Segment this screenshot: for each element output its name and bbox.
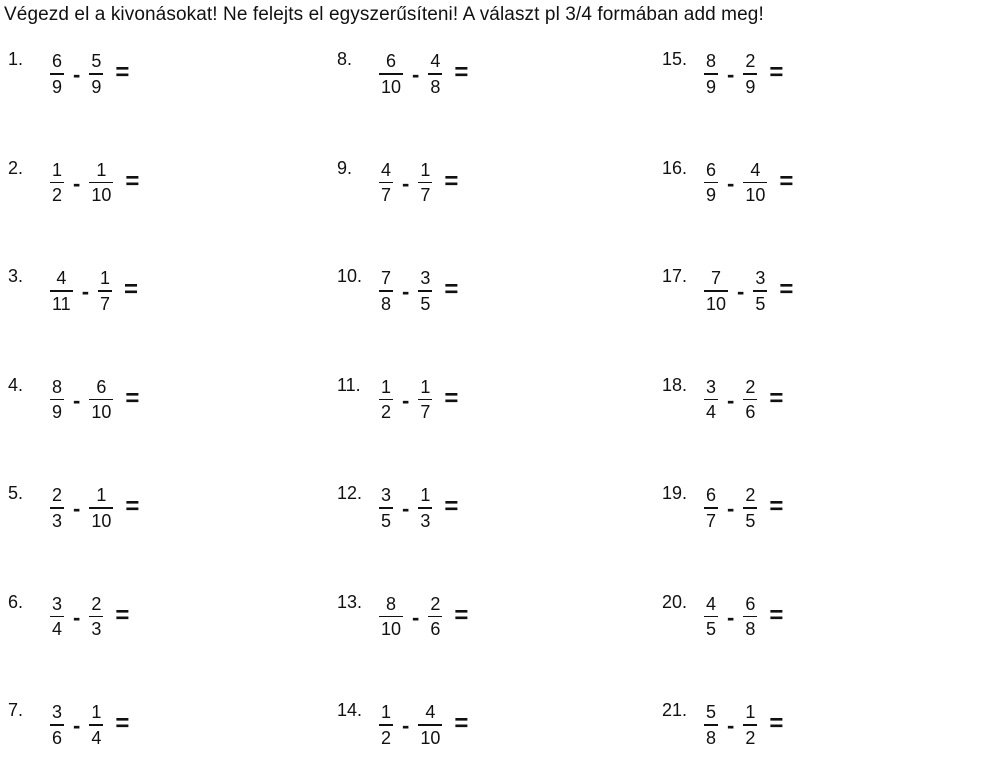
denominator: 10 <box>91 510 112 531</box>
equals-sign: = <box>454 59 469 86</box>
minus-sign: - <box>412 604 420 630</box>
equals-sign: = <box>444 276 459 303</box>
numerator: 4 <box>750 159 761 180</box>
numerator: 2 <box>52 485 63 506</box>
numerator: 2 <box>91 593 102 614</box>
denominator: 9 <box>52 76 63 97</box>
denominator: 2 <box>381 402 392 423</box>
denominator: 7 <box>100 293 111 314</box>
numerator: 6 <box>52 51 63 72</box>
fraction-minuend <box>50 703 64 747</box>
equals-sign: = <box>125 384 140 412</box>
denominator: 3 <box>420 510 431 531</box>
equals-sign: = <box>125 493 140 520</box>
numerator: 2 <box>745 376 756 397</box>
equals-sign: = <box>444 384 459 412</box>
fraction-minuend <box>379 486 393 530</box>
denominator: 4 <box>52 619 63 640</box>
problem-number: 1. <box>8 49 24 69</box>
minus-sign: - <box>73 604 81 630</box>
numerator: 3 <box>706 376 717 397</box>
denominator: 5 <box>706 619 717 640</box>
fraction-subtrahend <box>89 161 113 205</box>
problem-number: 7. <box>8 700 24 720</box>
numerator: 1 <box>745 702 756 723</box>
subtraction-problem <box>337 478 458 538</box>
equals-sign: = <box>125 167 140 195</box>
fraction-minuend <box>704 703 718 747</box>
fraction-minuend <box>379 595 403 639</box>
numerator: 6 <box>706 485 717 506</box>
fraction-minuend <box>379 378 393 422</box>
fraction-minuend <box>379 161 393 205</box>
numerator: 4 <box>425 702 436 723</box>
denominator: 3 <box>52 510 63 531</box>
denominator: 7 <box>420 185 431 206</box>
denominator: 10 <box>420 727 441 748</box>
problem-number: 19. <box>662 483 688 503</box>
equals-sign: = <box>769 710 784 737</box>
numerator: 7 <box>711 268 722 289</box>
numerator: 7 <box>381 268 392 289</box>
numerator: 8 <box>706 51 717 72</box>
fraction-minuend <box>50 378 64 422</box>
denominator: 7 <box>381 185 392 206</box>
subtraction-problem <box>337 695 468 755</box>
fraction-subtrahend <box>743 703 757 747</box>
numerator: 4 <box>706 593 717 614</box>
denominator: 5 <box>420 293 431 314</box>
numerator: 3 <box>381 485 392 506</box>
denominator: 10 <box>91 402 112 423</box>
denominator: 8 <box>745 619 756 640</box>
fraction-subtrahend <box>418 269 432 313</box>
numerator: 1 <box>381 702 392 723</box>
numerator: 1 <box>91 702 102 723</box>
denominator: 2 <box>745 727 756 748</box>
minus-sign: - <box>727 170 735 196</box>
denominator: 8 <box>381 293 392 314</box>
minus-sign: - <box>737 279 745 304</box>
numerator: 1 <box>96 485 107 506</box>
denominator: 9 <box>745 76 756 97</box>
problem-number: 12. <box>337 483 363 503</box>
minus-sign: - <box>402 713 410 738</box>
fraction-subtrahend <box>743 486 757 530</box>
problem-number: 17. <box>662 266 688 286</box>
problem-number: 6. <box>8 591 24 612</box>
fraction-minuend <box>704 269 728 313</box>
numerator: 1 <box>420 376 431 397</box>
fraction-minuend <box>704 595 718 639</box>
problem-number: 8. <box>337 49 353 69</box>
fraction-subtrahend <box>753 269 767 313</box>
numerator: 1 <box>100 268 111 289</box>
subtraction-problem <box>337 587 468 647</box>
equals-sign: = <box>779 276 794 303</box>
fraction-subtrahend <box>743 378 757 422</box>
equals-sign: = <box>115 59 130 86</box>
fraction-subtrahend <box>418 378 432 422</box>
subtraction-problem <box>337 370 458 430</box>
equals-sign: = <box>444 167 459 195</box>
subtraction-problem <box>337 44 468 104</box>
subtraction-problem <box>662 153 793 213</box>
equals-sign: = <box>769 384 784 412</box>
minus-sign: - <box>73 62 81 87</box>
numerator: 3 <box>420 268 431 289</box>
numerator: 1 <box>420 159 431 180</box>
problem-number: 21. <box>662 700 688 720</box>
fraction-minuend <box>50 269 73 313</box>
problem-number: 20. <box>662 591 688 612</box>
equals-sign: = <box>444 493 459 520</box>
denominator: 8 <box>706 727 717 748</box>
subtraction-problem <box>662 370 783 430</box>
minus-sign: - <box>81 279 90 304</box>
numerator: 1 <box>96 159 107 180</box>
denominator: 9 <box>706 185 717 206</box>
fraction-subtrahend <box>418 703 442 747</box>
numerator: 1 <box>52 159 63 180</box>
problem-number: 14. <box>337 700 363 720</box>
fraction-subtrahend <box>428 52 442 96</box>
subtraction-problem <box>662 695 783 755</box>
denominator: 9 <box>91 76 102 97</box>
problem-number: 13. <box>337 591 363 612</box>
equals-sign: = <box>779 167 794 195</box>
numerator: 3 <box>52 702 63 723</box>
subtraction-problem <box>8 695 129 755</box>
problem-number: 9. <box>337 157 353 178</box>
denominator: 6 <box>52 727 63 748</box>
numerator: 4 <box>56 268 67 289</box>
numerator: 4 <box>381 159 392 180</box>
subtraction-problem <box>337 153 458 213</box>
numerator: 6 <box>745 593 756 614</box>
equals-sign: = <box>769 59 784 86</box>
denominator: 10 <box>381 76 402 97</box>
fraction-minuend <box>379 52 403 96</box>
subtraction-problem <box>8 44 129 104</box>
fraction-subtrahend <box>89 52 103 96</box>
minus-sign: - <box>727 604 735 630</box>
problem-number: 3. <box>8 266 24 286</box>
problem-number: 2. <box>8 157 24 178</box>
numerator: 1 <box>420 485 431 506</box>
problem-number: 11. <box>337 374 361 395</box>
denominator: 7 <box>420 402 431 423</box>
equals-sign: = <box>124 276 139 303</box>
numerator: 6 <box>96 376 107 397</box>
equals-sign: = <box>769 601 784 629</box>
minus-sign: - <box>727 713 735 738</box>
equals-sign: = <box>115 710 130 737</box>
fraction-subtrahend <box>89 486 113 530</box>
minus-sign: - <box>727 387 735 413</box>
fraction-minuend <box>379 269 393 313</box>
fraction-subtrahend <box>418 486 432 530</box>
problem-number: 15. <box>662 49 688 69</box>
problem-number: 4. <box>8 374 24 395</box>
minus-sign: - <box>402 279 410 304</box>
denominator: 9 <box>706 76 717 97</box>
denominator: 6 <box>745 402 756 423</box>
numerator: 1 <box>381 376 392 397</box>
fraction-subtrahend <box>743 161 767 205</box>
denominator: 2 <box>381 727 392 748</box>
subtraction-problem <box>8 478 139 538</box>
denominator: 5 <box>755 293 766 314</box>
fraction-subtrahend <box>89 595 103 639</box>
fraction-subtrahend <box>89 703 103 747</box>
numerator: 6 <box>706 159 717 180</box>
equals-sign: = <box>454 601 469 629</box>
problem-number: 5. <box>8 483 24 503</box>
fraction-minuend <box>379 703 393 747</box>
fraction-minuend <box>704 161 718 205</box>
subtraction-problem <box>662 44 783 104</box>
denominator: 10 <box>706 293 727 314</box>
denominator: 8 <box>430 76 441 97</box>
subtraction-problem <box>8 370 139 430</box>
numerator: 4 <box>430 51 441 72</box>
denominator: 2 <box>52 185 63 206</box>
fraction-subtrahend <box>743 595 757 639</box>
fraction-subtrahend <box>98 269 112 313</box>
fraction-minuend <box>704 378 718 422</box>
problem-number: 10. <box>337 266 363 286</box>
subtraction-problem <box>662 587 783 647</box>
subtraction-problem <box>662 261 793 321</box>
denominator: 3 <box>91 619 102 640</box>
fraction-subtrahend <box>428 595 442 639</box>
denominator: 10 <box>381 619 402 640</box>
denominator: 7 <box>706 510 717 531</box>
numerator: 8 <box>52 376 63 397</box>
fraction-subtrahend <box>418 161 432 205</box>
denominator: 5 <box>381 510 392 531</box>
numerator: 8 <box>386 593 397 614</box>
numerator: 5 <box>91 51 102 72</box>
denominator: 9 <box>52 402 63 423</box>
worksheet-instructions: Végezd el a kivonásokat! Ne felejts el egyszerűsíteni! A választ pl 3/4 formában add meg! <box>4 4 764 25</box>
denominator: 4 <box>706 402 717 423</box>
denominator: 10 <box>91 185 112 206</box>
fraction-minuend <box>50 486 64 530</box>
subtraction-problem <box>8 261 138 321</box>
numerator: 2 <box>430 593 441 614</box>
numerator: 2 <box>745 485 756 506</box>
fraction-subtrahend <box>89 378 113 422</box>
equals-sign: = <box>454 710 469 737</box>
minus-sign: - <box>73 170 81 196</box>
denominator: 11 <box>52 293 71 314</box>
minus-sign: - <box>412 62 420 87</box>
equals-sign: = <box>769 493 784 520</box>
minus-sign: - <box>727 496 735 521</box>
minus-sign: - <box>73 496 81 521</box>
fraction-minuend <box>704 486 718 530</box>
numerator: 5 <box>706 702 717 723</box>
minus-sign: - <box>727 62 735 87</box>
numerator: 6 <box>386 51 397 72</box>
minus-sign: - <box>73 387 81 413</box>
numerator: 2 <box>745 51 756 72</box>
fraction-minuend <box>50 52 64 96</box>
problem-number: 18. <box>662 374 688 395</box>
minus-sign: - <box>402 170 410 196</box>
fraction-subtrahend <box>743 52 757 96</box>
numerator: 3 <box>52 593 63 614</box>
fraction-minuend <box>50 595 64 639</box>
minus-sign: - <box>402 496 410 521</box>
minus-sign: - <box>402 387 410 413</box>
subtraction-problem <box>337 261 458 321</box>
denominator: 5 <box>745 510 756 531</box>
denominator: 4 <box>91 727 102 748</box>
subtraction-problem <box>8 587 129 647</box>
fraction-minuend <box>50 161 64 205</box>
minus-sign: - <box>73 713 81 738</box>
problem-number: 16. <box>662 157 688 178</box>
subtraction-problem <box>662 478 783 538</box>
equals-sign: = <box>115 601 130 629</box>
fraction-minuend <box>704 52 718 96</box>
denominator: 6 <box>430 619 441 640</box>
numerator: 3 <box>755 268 766 289</box>
denominator: 10 <box>745 185 766 206</box>
subtraction-problem <box>8 153 139 213</box>
